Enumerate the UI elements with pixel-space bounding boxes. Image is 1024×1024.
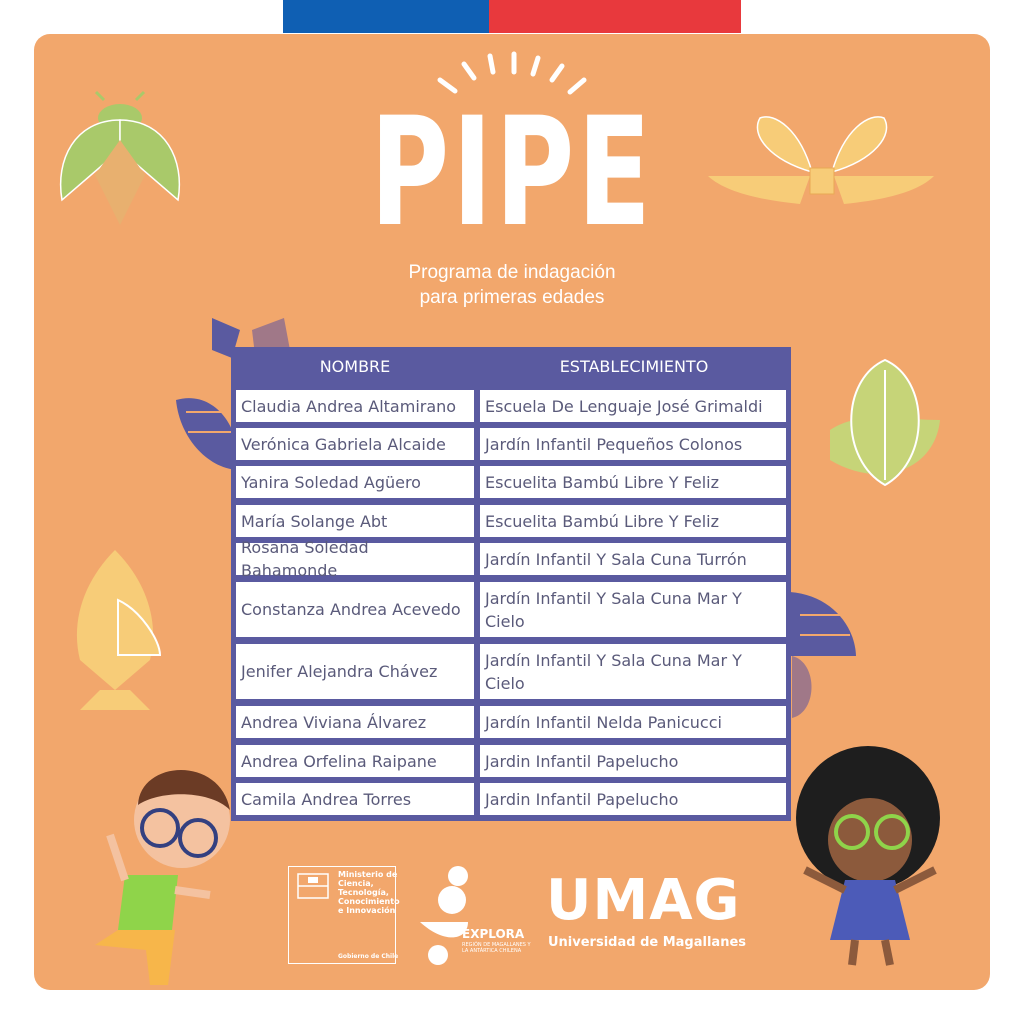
explora-logo-icon: [420, 866, 468, 965]
table-cell-name: Jenifer Alejandra Chávez: [236, 644, 474, 699]
girl-character: [796, 746, 940, 965]
explora-logo-subtext: REGIÓN DE MAGALLANES Y LA ANTÁRTICA CHILENA: [462, 942, 531, 954]
subtitle-line-1: Programa de indagación: [408, 262, 616, 283]
leaf-icon-right: [830, 360, 940, 485]
page-subtitle: [0, 260, 1024, 310]
umag-logo: UMAG: [546, 868, 741, 933]
table-cell-name: Constanza Andrea Acevedo: [236, 582, 474, 637]
table-cell-school: Jardin Infantil Papelucho: [480, 783, 786, 815]
fish-icon: [77, 550, 160, 710]
table-cell-name: Andrea Viviana Álvarez: [236, 706, 474, 738]
leaf-icon-right-navy: [790, 592, 856, 718]
table-cell-name: Camila Andrea Torres: [236, 783, 474, 815]
table-cell-school: Jardín Infantil Y Sala Cuna Turrón: [480, 543, 786, 575]
table-cell-school: Jardin Infantil Papelucho: [480, 745, 786, 777]
umag-logo-subtitle: Universidad de Magallanes: [548, 935, 747, 950]
page-title: PIPE: [370, 86, 654, 260]
table-cell-school: Escuela De Lenguaje José Grimaldi: [480, 390, 786, 422]
ministry-logo-text: Ministerio de Ciencia, Tecnología, Conocimiento e Innovación: [338, 870, 400, 915]
table-cell-name: María Solange Abt: [236, 505, 474, 537]
table-cell-school: Jardín Infantil Pequeños Colonos: [480, 428, 786, 460]
table-cell-school: Escuelita Bambú Libre Y Feliz: [480, 466, 786, 498]
table-cell-name: Andrea Orfelina Raipane: [236, 745, 474, 777]
table-cell-name: Yanira Soledad Agüero: [236, 466, 474, 498]
table-cell-school: Jardín Infantil Nelda Panicucci: [480, 706, 786, 738]
table-header-establecimiento: ESTABLECIMIENTO: [480, 350, 788, 383]
table-header-nombre: NOMBRE: [234, 350, 476, 383]
table-cell-school: Jardín Infantil Y Sala Cuna Mar Y Cielo: [480, 644, 786, 699]
table-cell-school: Escuelita Bambú Libre Y Feliz: [480, 505, 786, 537]
boy-character: [95, 770, 230, 985]
table-cell-name: Verónica Gabriela Alcaide: [236, 428, 474, 460]
table-cell-name: Rosana Soledad Bahamonde: [236, 543, 474, 575]
table-cell-school: Jardín Infantil Y Sala Cuna Mar Y Cielo: [480, 582, 786, 637]
table-cell-name: Claudia Andrea Altamirano: [236, 390, 474, 422]
subtitle-line-2: para primeras edades: [419, 287, 605, 308]
explora-logo-text: EXPLORA: [462, 927, 525, 941]
ministry-logo-gob: Gobierno de Chile: [338, 953, 399, 960]
